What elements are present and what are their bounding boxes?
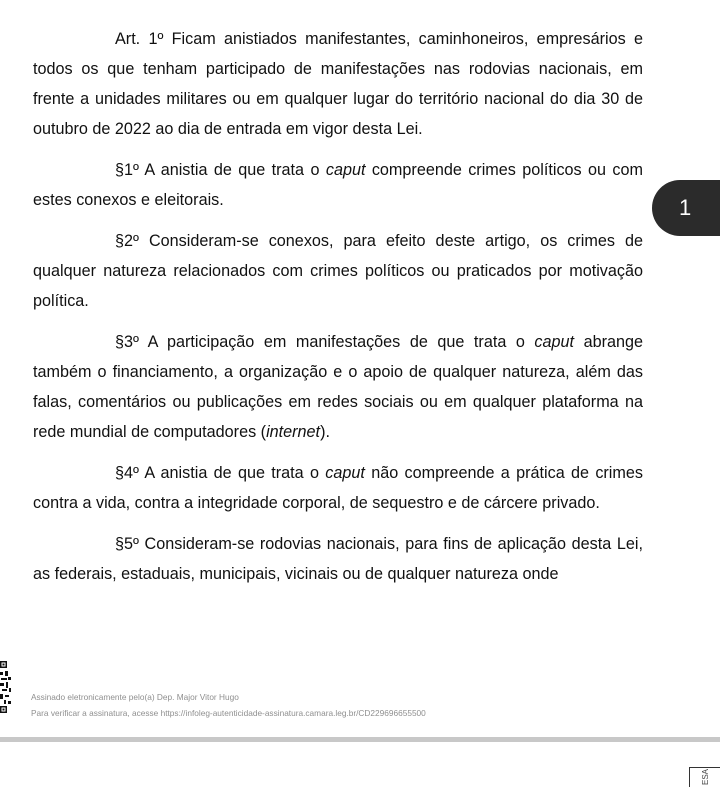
paragraph xyxy=(33,24,643,144)
next-page-stamp-text: ESA xyxy=(701,768,710,785)
paragraph-text: abrange também o financiamento, a organização e o apoio de qualquer natureza, além das falas, comentários ou publicações em redes sociais ou em qualquer plataforma na rede mundial de computadores ( xyxy=(33,333,643,441)
italic-term: caput xyxy=(534,333,575,351)
paragraph-text: §1º A anistia de que trata o xyxy=(115,161,326,179)
paragraph xyxy=(33,226,643,316)
paragraph-text: §3º A participação em manifestações de que trata o xyxy=(115,333,535,351)
document-body xyxy=(33,24,643,600)
italic-term: caput xyxy=(325,464,365,482)
paragraph-text: Art. 1º Ficam anistiados manifestantes, caminhoneiros, empresários e todos os que tenham participado de manifestações nas rodovias nacionais, em frente a unidades militares ou em qualquer lugar do território nacional do dia 30 de outubro de 2022 ao dia de entrada em vigor desta Lei. xyxy=(33,30,643,138)
next-page xyxy=(0,742,720,787)
page-number-badge[interactable] xyxy=(652,180,720,236)
paragraph-text: §5º Consideram-se rodovias nacionais, para fins de aplicação desta Lei, as federais, estaduais, municipais, vicinais ou de qualquer natureza onde xyxy=(33,535,643,583)
paragraph-text: compreende crimes políticos ou com estes conexos e eleitorais. xyxy=(33,161,644,209)
paragraph xyxy=(33,155,643,215)
paragraph xyxy=(33,327,643,447)
paragraph-text: §4º A anistia de que trata o xyxy=(115,464,326,482)
paragraph-text: ). xyxy=(320,423,330,441)
signature-verify-line: Para verificar a assinatura, acesse https://infoleg-autenticidade-assinatura.camara.leg.br/CD229696655500 xyxy=(31,708,426,718)
qr-code-icon xyxy=(0,661,11,717)
paragraph xyxy=(33,529,643,589)
paragraph-text: §2º Consideram-se conexos, para efeito deste artigo, os crimes de qualquer natureza relacionados com crimes políticos ou praticados por motivação política. xyxy=(33,232,643,310)
page-number: 1 xyxy=(679,195,692,220)
italic-term: internet xyxy=(266,423,321,441)
electronic-signature-note xyxy=(31,689,426,721)
paragraph-text: não compreende a prática de crimes contra a vida, contra a integridade corporal, de sequestro e de cárcere privado. xyxy=(33,464,643,512)
signature-signer-line: Assinado eletronicamente pelo(a) Dep. Major Vitor Hugo xyxy=(31,692,239,702)
paragraph xyxy=(33,458,643,518)
next-page-stamp xyxy=(689,767,720,787)
italic-term: caput xyxy=(325,161,366,179)
